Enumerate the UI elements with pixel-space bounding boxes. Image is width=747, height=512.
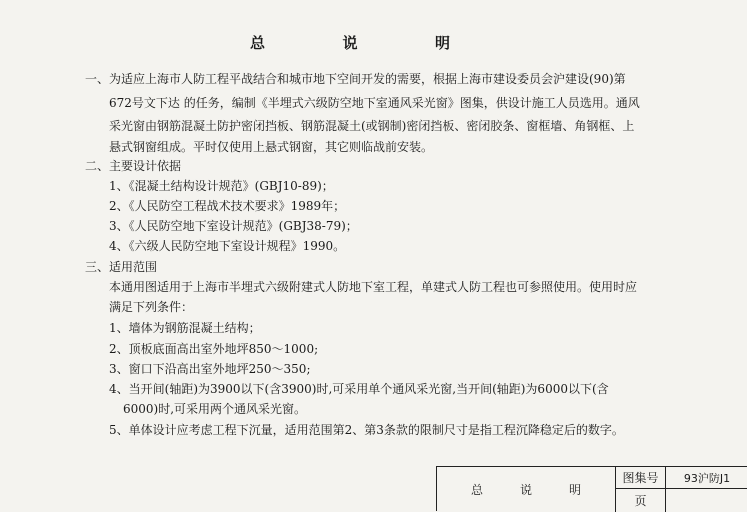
section3-item: 5、单体设计应考虑工程下沉量，适用范围第2、第3条款的限制尺寸是指工程沉降稳定后的数字。 (109, 423, 624, 437)
page-title (250, 32, 450, 53)
title-block-char: 说 (519, 483, 532, 497)
section3-item: 1、墙体为钢筋混凝土结构； (109, 321, 261, 335)
section3-heading: 三、适用范围 (85, 260, 158, 274)
section2-item: 1、《混凝土结构设计规范》(GBJ10-89)； (109, 179, 334, 193)
page-title-char: 明 (435, 34, 452, 52)
page-title-char: 总 (250, 34, 267, 52)
section3-intro-line: 满足下列条件： (109, 300, 194, 314)
section2-heading: 二、主要设计依据 (85, 159, 182, 173)
section3-item-continued: 6000)时,可采用两个通风采光窗。 (123, 402, 307, 416)
title-block-char: 明 (568, 483, 581, 497)
title-block-name (437, 467, 616, 512)
section3-item: 4、当开间(轴距)为3900以下(含3900)时,可采用单个通风采光窗,当开间(轴距)为6000以下(含 (109, 382, 609, 396)
atlas-number-label: 图集号 (616, 467, 666, 489)
section1-line: 悬式钢窗组成。平时仅使用上悬式钢窗，其它则临战前安装。 (109, 140, 434, 154)
page-title-char: 说 (342, 34, 359, 52)
page-number-value (666, 489, 747, 512)
section3-item: 3、窗口下沿高出室外地坪250～350; (109, 362, 311, 376)
section1-line: 672号文下达 的任务，编制《半埋式六级防空地下室通风采光窗》图集，供设计施工人员选用。通风 (109, 96, 640, 110)
section2-item: 3、《人民防空地下室设计规范》(GBJ38-79)； (109, 219, 358, 233)
page-number-label: 页 (616, 489, 666, 512)
section1-line: 采光窗由钢筋混凝土防护密闭挡板、钢筋混凝土(或钢制)密闭挡板、密闭胶条、窗框墙、角钢框、上 (109, 119, 635, 133)
section3-intro-line: 本通用图适用于上海市半埋式六级附建式人防地下室工程，单建式人防工程也可参照使用。使用时应 (109, 280, 638, 294)
title-block-char: 总 (471, 483, 484, 497)
title-block (436, 466, 747, 511)
section1-line: 一、为适应上海市人防工程平战结合和城市地下空间开发的需要，根据上海市建设委员会沪建设(90)第 (85, 72, 626, 86)
section2-item: 2、《人民防空工程战术技术要求》1989年； (109, 199, 346, 213)
atlas-number-value: 93沪防J1 (666, 467, 747, 489)
section2-item: 4、《六级人民防空地下室设计规程》1990。 (109, 239, 346, 253)
section3-item: 2、顶板底面高出室外地坪850～1000; (109, 342, 319, 356)
